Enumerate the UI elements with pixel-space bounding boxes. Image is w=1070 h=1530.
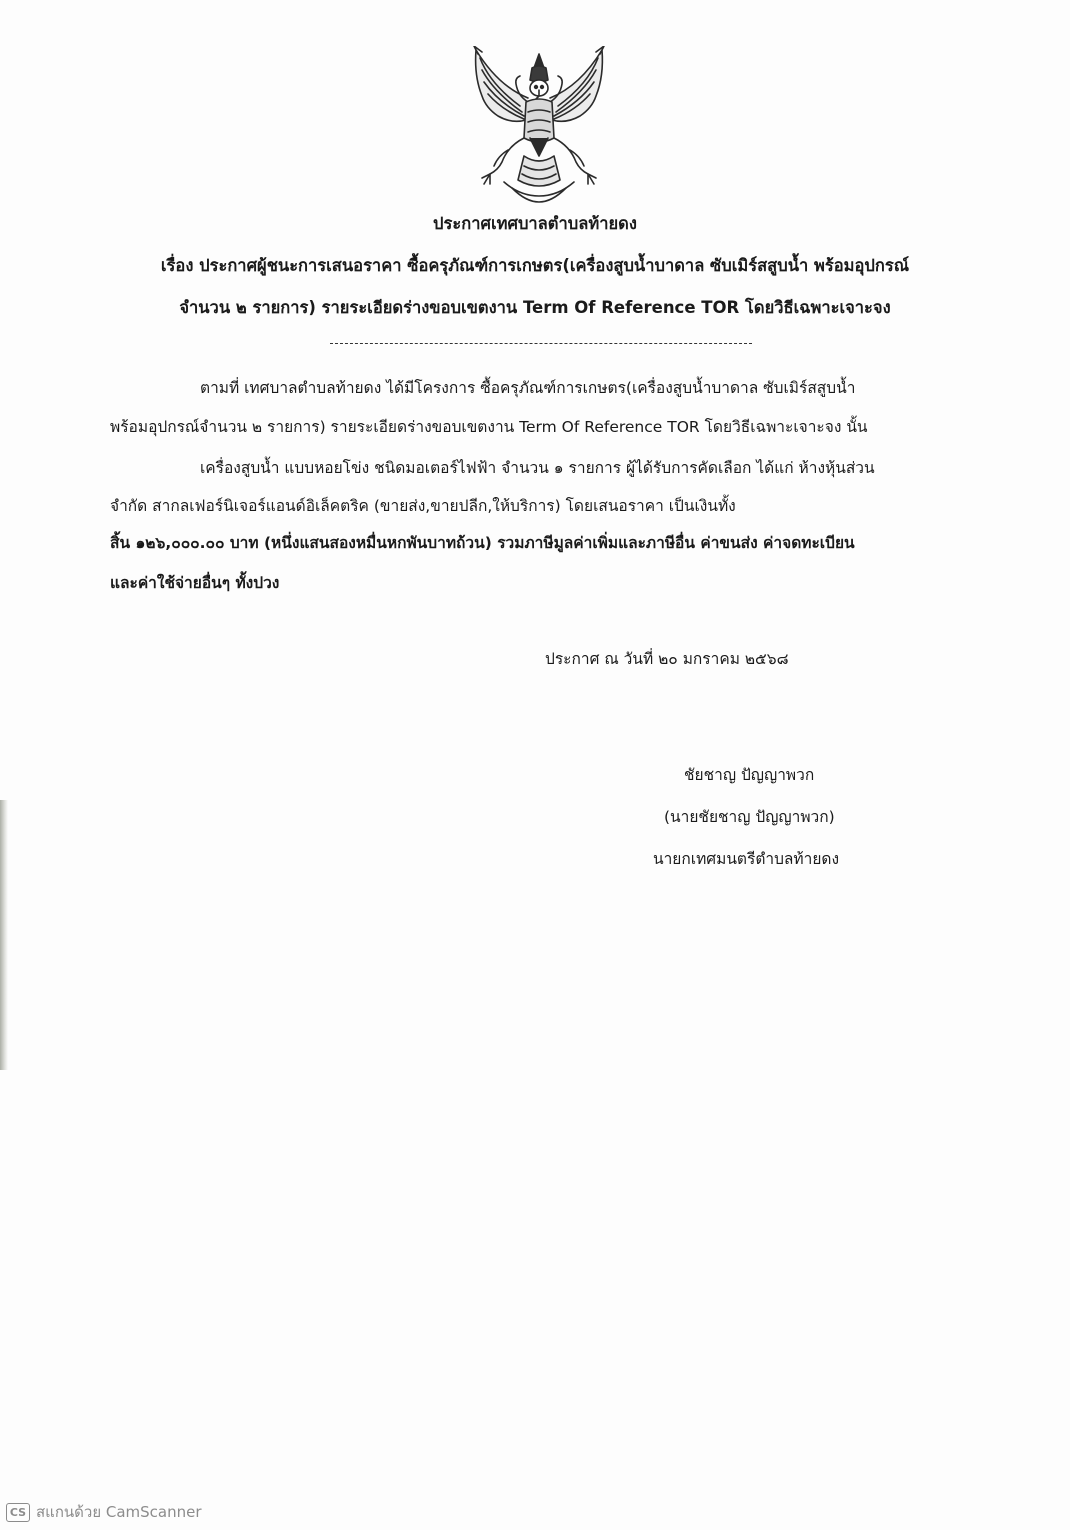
garuda-emblem-icon bbox=[468, 46, 610, 206]
body-line-2: พร้อมอุปกรณ์จำนวน ๒ รายการ) รายระเอียดร่างขอบเขตงาน Term Of Reference TOR โดยวิธีเฉพาะเจาะจง นั้น bbox=[110, 418, 868, 436]
signature-name: ชัยชาญ ปัญญาพวก bbox=[684, 766, 815, 784]
announcement-date: ประกาศ ณ วันที่ ๒๐ มกราคม ๒๕๖๘ bbox=[545, 650, 789, 668]
camscanner-watermark bbox=[6, 1500, 202, 1524]
signatory-position: นายกเทศมนตรีตำบลท้ายดง bbox=[653, 850, 840, 868]
signatory-full-name: (นายชัยชาญ ปัญญาพวก) bbox=[664, 808, 835, 826]
camscanner-logo-icon: CS bbox=[6, 1503, 30, 1522]
body-line-6: และค่าใช้จ่ายอื่นๆ ทั้งปวง bbox=[110, 574, 280, 592]
announcement-heading: ประกาศเทศบาลตำบลท้ายดง bbox=[433, 214, 637, 233]
subject-line-2: จำนวน ๒ รายการ) รายระเอียดร่างขอบเขตงาน Term Of Reference TOR โดยวิธีเฉพาะเจาะจง bbox=[179, 298, 891, 317]
divider bbox=[330, 343, 752, 344]
body-line-1: ตามที่ เทศบาลตำบลท้ายดง ได้มีโครงการ ซื้อครุภัณฑ์การเกษตร(เครื่องสูบน้ำบาดาล ซับเมิร์สสูบน้ำ bbox=[200, 379, 856, 397]
camscanner-text: สแกนด้วย CamScanner bbox=[36, 1503, 202, 1521]
body-line-4: จำกัด สากลเฟอร์นิเจอร์แอนด์อิเล็คตริค (ขายส่ง,ขายปลีก,ให้บริการ) โดยเสนอราคา เป็นเงินทั้ง bbox=[110, 497, 736, 515]
scan-edge-shadow bbox=[0, 800, 8, 1070]
body-line-3: เครื่องสูบน้ำ แบบหอยโข่ง ชนิดมอเตอร์ไฟฟ้า จำนวน ๑ รายการ ผู้ได้รับการคัดเลือก ได้แก่ ห้างหุ้นส่วน bbox=[200, 459, 875, 477]
body-line-5: สิ้น ๑๒๖,๐๐๐.๐๐ บาท (หนึ่งแสนสองหมื่นหกพันบาทถ้วน) รวมภาษีมูลค่าเพิ่มและภาษีอื่น ค่าขนส่ง ค่าจดทะเบียน bbox=[110, 534, 855, 552]
subject-line-1: เรื่อง ประกาศผู้ชนะการเสนอราคา ซื้อครุภัณฑ์การเกษตร(เครื่องสูบน้ำบาดาล ซับเมิร์สสูบน้ำ พร้อมอุปกรณ์ bbox=[160, 256, 910, 275]
